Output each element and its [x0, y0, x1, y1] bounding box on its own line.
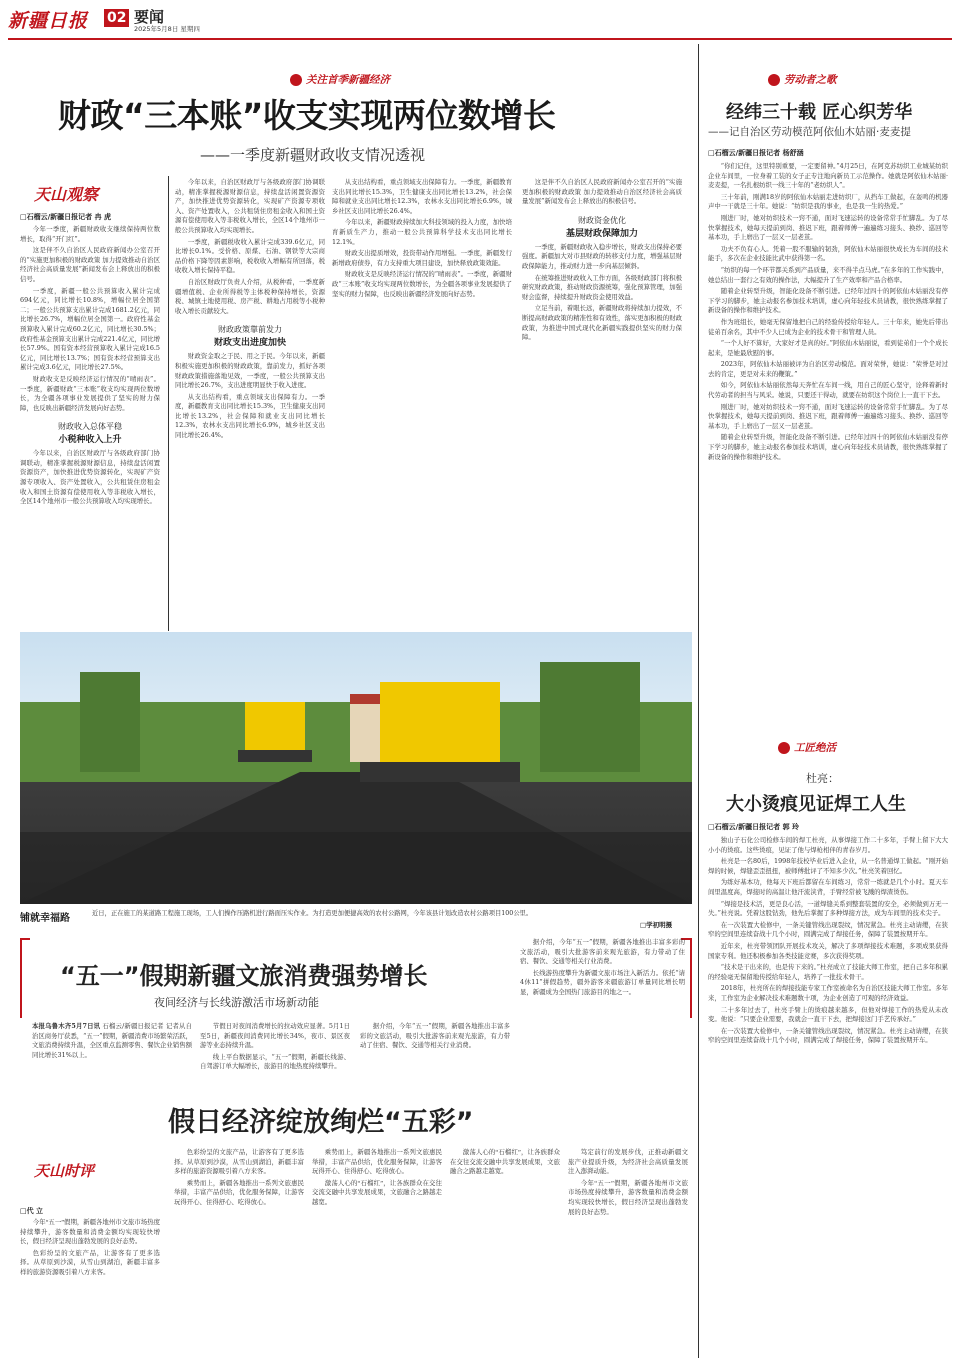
subhead-line: 财政资金优化: [578, 215, 626, 225]
story4-col1: [32, 1022, 192, 1072]
paragraph: 激荡人心的“石榴红”，让各族群众在交往交流交融中共享发展成果，文旅融合之路越走越宽。: [450, 1149, 560, 1176]
story1-headline: 财政“三本账”收支实现两位数增长: [58, 96, 556, 135]
paragraph: 2018年，杜亮所在的焊接技能专家工作室被命名为自治区技能大师工作室。多年来，工作室为企业解决技术难题数十项，为企业创造了可观的经济效益。: [708, 984, 948, 1002]
story5-col2: [174, 1148, 304, 1358]
paragraph: 杜亮是一名80后，1998年技校毕业后进入企业，从一名普通焊工做起。“刚开始焊的时候，焊缝歪歪扭扭，被师傅批评了不知多少次。”杜亮笑着回忆。: [708, 857, 948, 875]
road-photo: [20, 632, 692, 904]
subhead-line: 财政政策靠前发力: [218, 325, 282, 335]
masthead-rule: [8, 38, 952, 40]
paragraph: 为练好基本功，他每天下班后都留在车间练习，常常一练就是几个小时。夏天车间里温度高，焊接时的高温让他汗流浃背，手臂经常被飞溅的焊渣烫伤。: [708, 878, 948, 896]
story2-headline: 经纬三十载 匠心织芳华: [726, 102, 913, 123]
paragraph: 乘势而上，新疆各地推出一系列文旅惠民举措，丰富产品供给，优化服务保障，让游客玩得开心、住得舒心、吃得放心。: [174, 1179, 304, 1206]
paragraph: 一季度，新疆税收收入累计完成339.6亿元，同比增长0.1%。受价格、原煤、石油、钢铁等大宗商品价格下降等因素影响，税收收入增幅有所回落，税收收入增长保持平稳。: [175, 237, 325, 275]
paragraph: 今年以来，自治区财政厅与各级政府部门协调联动，精准掌握税源财源信息，持续盘活闲置资源资产，加快推进优势资源转化，实现矿产资源专项收入、资产处置收入，公共租赁住房租金收入和国土资源有偿使用收入等非税收入增长，全区14个地州市一般公共预算收入均实现增长。: [20, 449, 160, 506]
story3-kicker: 杜亮：: [806, 772, 839, 785]
subhead-line: 基层财政保障加力: [565, 228, 638, 239]
paragraph: 今年以来，新疆财政持续加大科技领域的投入力度，加快培育新质生产力，推动一般公共预算科学技术支出同比增长12.1%。: [332, 218, 512, 246]
story1-kicker-text: 关注首季新疆经济: [306, 74, 390, 86]
paragraph: 这是伴不久自治区人民政府新闻办公室召开的“实施更加积极的财政政策 加力提效推动自治区经济社会高质量发展”新闻发布会上释放出的积极信号。: [20, 246, 160, 283]
story1-col1: [20, 225, 160, 630]
story5-byline: □代 立: [20, 1207, 44, 1215]
paragraph: 今年“五一”假期，新疆各地州市文旅市场热度持续攀升，游客数量和消费金额均实现较快增长，假日经济呈现出蓬勃发展的良好态势。: [568, 1179, 688, 1216]
story5-column-brand: 天山时评: [34, 1162, 95, 1180]
story3-byline: □石榴云/新疆日报记者 郭 玲: [708, 823, 800, 831]
story2-subhead: ——记自治区劳动模范阿依仙木姑丽·麦麦提: [708, 126, 911, 138]
paragraph: 乘势而上，新疆各地推出一系列文旅惠民举措，丰富产品供给，优化服务保障，让游客玩得开心、住得舒心、吃得放心。: [312, 1149, 442, 1176]
story1-subhead-3: [522, 215, 682, 239]
paragraph: 从支出结构看，重点领域支出保障有力。一季度，新疆教育支出同比增长15.3%，卫生健康支出同比增长13.2%，社会保障和就业支出同比增长12.3%，农林水支出同比增长6.9%，城乡社区支出同比增长26.4%。: [332, 178, 512, 215]
story1-subhead-2: [175, 324, 325, 348]
paragraph: 今年一季度，新疆财政收支继续保持两位数增长，取得“开门红”。: [20, 225, 160, 243]
paragraph: 这是伴不久自治区人民政府新闻办公室召开的“实施更加积极的财政政策 加力提效推动自治区经济社会高质量发展”新闻发布会上释放出的积极信号。: [522, 178, 682, 206]
road-roller: [380, 682, 500, 772]
story5-headline: 假日经济绽放绚烂“五彩”: [168, 1107, 474, 1138]
story1-subhead: ——一季度新疆财政收支情况透视: [200, 146, 426, 164]
story4-col4: [520, 938, 685, 1072]
story2-body: [708, 162, 948, 710]
paragraph: 一季度，新疆一般公共预算收入累计完成694亿元，同比增长10.8%，增幅位居全国第二；一般公共预算支出累计完成1681.2亿元，同比增长26.7%，增幅位居全国第一。政府性基金预算收入累计完成60.2亿元，同比增长30.5%；政府性基金预算支出累计完成221.4亿元，同比增长57.9%。国有资本经营预算收入累计完成16.5亿元，同比增长13.7%；国有资本经营预算支出累计完成3.6亿元，同比增长27.5%。: [20, 286, 160, 372]
story4-dateline: 本报乌鲁木齐5月7日讯: [32, 1022, 101, 1030]
section-name: 要闻: [134, 8, 165, 26]
paragraph: 如今，阿依仙木姑丽依然每天奔忙在车间一线，用自己的匠心坚守，诠释着新时代劳动者的担当与风采。她说，只要还干得动，就要在纺织这个岗位上一直干下去。: [708, 381, 948, 400]
page-number: 02: [104, 9, 129, 27]
subhead-line: 财政收入总体平稳: [58, 422, 122, 432]
paragraph: 财政收支是反映经济运行情况的“晴雨表”。一季度，新疆财政“三本账”收支均实现两位数增长，为全疆各项事业发展提供了坚实的财力保障，也反映出新疆经济发展向好态势。: [20, 374, 160, 412]
story1-subhead-1: [20, 421, 160, 445]
issue-date: 2025年5月8日 星期四: [134, 25, 200, 33]
story1-column-brand: 天山观察: [34, 185, 99, 204]
story5-col1: [20, 1218, 160, 1358]
story4-bracket-right: [690, 938, 692, 1018]
story4-bracket-left-top: [20, 938, 30, 940]
paragraph: 色彩纷呈的文旅产品，让游客有了更多选择。从草原到沙漠，从雪山到湖泊，新疆丰富多样的旅游资源吸引着八方来客。: [20, 1249, 160, 1276]
story5-col3: [312, 1148, 442, 1358]
paragraph: 财政支出提质增效，投资带动作用增强。一季度，新疆发行新增政府债券，有力支持重大项目建设，加快释放政策效能。: [332, 249, 512, 267]
paragraph: 作为班组长，她毫无保留地把自己的经验传授给年轻人。三十年来，她先后带出徒弟百余名，其中不少人已成为企业的技术骨干和管理人员。: [708, 317, 948, 336]
story3-flag-text: 工匠绝活: [794, 742, 836, 754]
flag-dot-icon: [768, 74, 780, 86]
paragraph: 从支出结构看，重点领域支出保障有力。一季度，新疆教育支出同比增长15.3%，卫生健康支出同比增长13.2%，社会保障和就业支出同比增长12.3%，农林水支出同比增长6.9%，城乡社区支出同比增长26.4%。: [175, 392, 325, 440]
paragraph: [32, 1022, 192, 1060]
photo-caption: 近日，正在施工的某道路工程施工现场，工人们操作压路机进行路面压实作业。为打造更加便捷高效的农村公路网，今年该县计划改造农村公路项目100公里。: [92, 910, 533, 917]
kicker-dot-icon: [290, 74, 302, 86]
roller-drum: [238, 750, 312, 762]
paragraph: 长线游热度攀升为新疆文旅市场注入新活力。依托“请4休11”拼假趋势，疆外游客来疆旅游订单量同比增长明显，新疆成为全国热门旅游目的地之一。: [520, 968, 685, 996]
paragraph: 刚进厂时，她对纺织技术一窍不通，面对飞速运转的设备常常手忙脚乱。为了尽快掌握技术，她每天提前到岗、推迟下班，跟着师傅一遍遍练习接头、换纱、巡回等基本功，手上磨出了一层又一层老茧。: [708, 402, 948, 430]
paragraph: 功夫不负有心人。凭着一股不服输的韧劲，阿依仙木姑丽很快成长为车间的技术能手，多次在企业技能比武中获得第一名。: [708, 244, 948, 263]
paragraph-text: 石榴云/新疆日报记者 记者从自治区商务厅获悉，“五一”假期，新疆消费市场繁荣活跃，文旅消费持续升温，全区重点监测零售、餐饮企业销售额同比增长31%以上。: [32, 1022, 192, 1059]
story1-col2: [175, 178, 325, 630]
subhead-line: 财政支出进度加快: [213, 338, 286, 349]
story4-bracket-left: [20, 938, 22, 1018]
story4-subhead: 夜间经济与长线游激活市场新动能: [154, 996, 319, 1009]
story5-col5: [568, 1148, 688, 1358]
photo-illustration: [20, 632, 692, 904]
paragraph: “技术是干出来的，也是传下来的。”杜亮成立了技能大师工作室，把自己多年积累的经验毫无保留地传授给年轻人，培养了一批技术骨干。: [708, 963, 948, 981]
paragraph: 一季度，新疆财政收入稳步增长，财政支出保持必要强度。新疆加大对市县财政的转移支付力度，增强基层财政保障能力，推动财力进一步向基层倾斜。: [522, 242, 682, 270]
paragraph: 随着企业转型升级，智能化设备不断引进。已经年过四十的阿依仙木姑丽没有停下学习的脚步，她主动报名参加技术培训，虚心向年轻技术员请教，很快熟练掌握了新设备的操作和维护技术。: [708, 287, 948, 315]
story3-headline: 大小烫痕见证焊工人生: [726, 794, 906, 815]
paragraph: “你们记住，这里特别重要，一定要留神。”4月25日，在阿克苏纺织工业城某纺织企业车间里，一位身着工装的女子正专注地向新员工示范操作。她就是阿依仙木姑丽·麦麦提，一名扎根纺织一线三十年的“老纺织人”。: [708, 162, 948, 190]
paragraph: 今年以来，自治区财政厅与各级政府部门协调联动，精准掌握税源财源信息，持续盘活闲置资源资产，加快推进优势资源转化，实现矿产资源专项收入、资产处置收入，公共租赁住房租金收入和国土资源有偿使用收入等非税收入增长，全区14个地州市一般公共预算收入均实现增长。: [175, 178, 325, 234]
roller-drum: [360, 762, 520, 782]
paragraph: 财政收支是反映经济运行情况的“晴雨表”。一季度，新疆财政“三本账”收支均实现两位数增长，为全疆各项事业发展提供了坚实的财力保障，也反映出新疆经济发展向好态势。: [332, 270, 512, 298]
photo-caption-title: 铺就幸福路: [20, 913, 70, 924]
masthead: [8, 6, 952, 33]
tree: [540, 662, 640, 772]
photo-credit: □学初明摄: [640, 921, 673, 929]
right-column-divider: [698, 44, 699, 1358]
story3-body: [708, 836, 948, 1358]
story4-col3: [360, 1022, 510, 1072]
paragraph: 色彩纷呈的文旅产品，让游客有了更多选择。从草原到沙漠，从雪山到湖泊，新疆丰富多样的旅游资源吸引着八方来客。: [174, 1149, 304, 1176]
paragraph: “焊接是技术活，更是良心活，一道焊缝关系到整套装置的安全，必须做到万无一失。”杜亮说。凭着这股钻劲，他先后掌握了多种焊接方法，成为车间里的技术尖子。: [708, 899, 948, 918]
paragraph: 据介绍，今年“五一”假期，新疆各地推出丰富多彩的文旅活动，吸引大批游客前来观光旅游，有力带动了住宿、餐饮、交通等相关行业消费。: [520, 938, 685, 966]
paragraph: 在一次装置大检修中，一条关键管线出现裂纹，情况紧急。杜亮主动请缨，在狭窄的空间里连续奋战十几个小时，圆满完成了焊接任务，保障了装置按期开车。: [708, 1026, 948, 1045]
column-divider: [168, 176, 169, 631]
paragraph: 激荡人心的“石榴红”，让各族群众在交往交流交融中共享发展成果，文旅融合之路越走越宽。: [312, 1179, 442, 1206]
subhead-line: 小税种收入上升: [58, 435, 122, 446]
paragraph: 刚进厂时，她对纺织技术一窍不通，面对飞速运转的设备常常手忙脚乱。为了尽快掌握技术，她每天提前到岗、推迟下班，跟着师傅一遍遍练习接头、换纱、巡回等基本功，手上磨出了一层又一层老茧。: [708, 213, 948, 242]
story1-col3: [332, 178, 512, 630]
tree: [80, 672, 140, 772]
paragraph: 独山子石化公司检修车间的焊工杜亮，从事焊接工作二十多年，手臂上留下大大小小的烫痕。这些烫痕，见证了他与焊枪相伴的青春岁月。: [708, 836, 948, 854]
paragraph: 自治区财政厅负责人介绍，从税种看，一季度新疆增值税、企业所得税等主体税种保持增长，资源税、城镇土地使用税、房产税、耕地占用税等小税种收入增长贡献较大。: [175, 277, 325, 315]
paragraph: 二十多年过去了，杜亮手臂上的烫痕越来越多，但他对焊接工作的热爱从未改变。他说：“只要企业需要，我就会一直干下去，把焊接这门手艺传承好。”: [708, 1005, 948, 1024]
paragraph: 今年“五一”假期，新疆各地州市文旅市场热度持续攀升，游客数量和消费金额均实现较快增长，假日经济呈现出蓬勃发展的良好态势。: [20, 1219, 160, 1246]
paragraph: 2023年，阿依仙木姑丽被评为自治区劳动模范。面对荣誉，她说：“荣誉是对过去的肯定，更是对未来的鞭策。”: [708, 360, 948, 378]
paragraph: 近年来，杜亮带领团队开展技术攻关，解决了多项焊接技术难题，多项成果获得国家专利。他还积极参加各类技能竞赛，多次获得奖项。: [708, 941, 948, 960]
story5-col4: [450, 1148, 560, 1358]
story4-col2: [200, 1022, 350, 1072]
paragraph: 立足当前，着眼长远，新疆财政将持续加力提效，不断提高财政政策的精准性和有效性，落实更加积极的财政政策，为推进中国式现代化新疆实践提供坚实的财力保障。: [522, 304, 682, 342]
paragraph: 三十年前，刚满18岁的阿依仙木姑丽走进纺织厂，从挡车工做起，在轰鸣的机器声中一干就是三十年。她说：“纺织是我的事业，也是我一生的热爱。”: [708, 192, 948, 211]
paragraph: 在统筹推进财政收入工作方面，各级财政部门将积极研究财政政策，推动财政资源统筹，强化预算管理，加强财会监督，持续提升财政资金使用效益。: [522, 273, 682, 301]
paragraph: “一个人好不算好，大家好才是真的好。”阿依仙木姑丽说，看到徒弟们一个个成长起来，是她最欣慰的事。: [708, 339, 948, 357]
story4-headline: “五一”假期新疆文旅消费强势增长: [60, 962, 428, 990]
masthead-logo: 新疆日报: [8, 10, 89, 32]
story1-col4: [522, 178, 682, 630]
story1-byline: □石榴云/新疆日报记者 冉 虎: [20, 213, 112, 221]
story2-byline: □石榴云/新疆日报记者 杨舒涵: [708, 149, 804, 157]
paragraph: 在一次装置大检修中，一条关键管线出现裂纹，情况紧急。杜亮主动请缨，在狭窄的空间里连续奋战十几个小时，圆满完成了焊接任务，保障了装置按期开车。: [708, 920, 948, 939]
road-roller: [245, 702, 305, 752]
road-shadow: [20, 832, 692, 904]
paragraph: 节假日对夜间消费增长的拉动效应显著。5月1日至5日，新疆夜间消费同比增长34%，夜市、景区夜游等业态持续升温。: [200, 1022, 350, 1050]
paragraph: 财政资金取之于民、用之于民。今年以来，新疆积极实施更加积极的财政政策，靠前发力，抓好各项财政政策措施落地见效，一季度，一般公共预算支出同比增长26.7%，支出进度明显快于收入进度。: [175, 352, 325, 390]
story1-kicker: [290, 72, 390, 87]
paragraph: “纺织的每一个环节都关系到产品质量，来不得半点马虎。”在多年的工作实践中，她总结出一套行之有效的操作法，大幅提升了生产效率和产品合格率。: [708, 265, 948, 284]
paragraph: 随着企业转型升级，智能化设备不断引进。已经年过四十的阿依仙木姑丽没有停下学习的脚步，她主动报名参加技术培训，虚心向年轻技术员请教，很快熟练掌握了新设备的操作和维护技术。: [708, 433, 948, 461]
paragraph: 据介绍，今年“五一”假期，新疆各地推出丰富多彩的文旅活动，吸引大批游客前来观光旅游，有力带动了住宿、餐饮、交通等相关行业消费。: [360, 1022, 510, 1050]
paragraph: 笃定前行的发展步伐，正推动新疆文旅产业提质升级，为经济社会高质量发展注入澎湃动能。: [568, 1149, 688, 1176]
flag-dot-icon: [778, 742, 790, 754]
paragraph: 线上平台数据显示，“五一”假期，新疆长线游、自驾游订单大幅增长，旅游目的地热度持续攀升。: [200, 1052, 350, 1071]
story3-flag: [778, 740, 836, 755]
story2-flag-text: 劳动者之歌: [784, 74, 837, 86]
story2-flag: [768, 72, 837, 87]
